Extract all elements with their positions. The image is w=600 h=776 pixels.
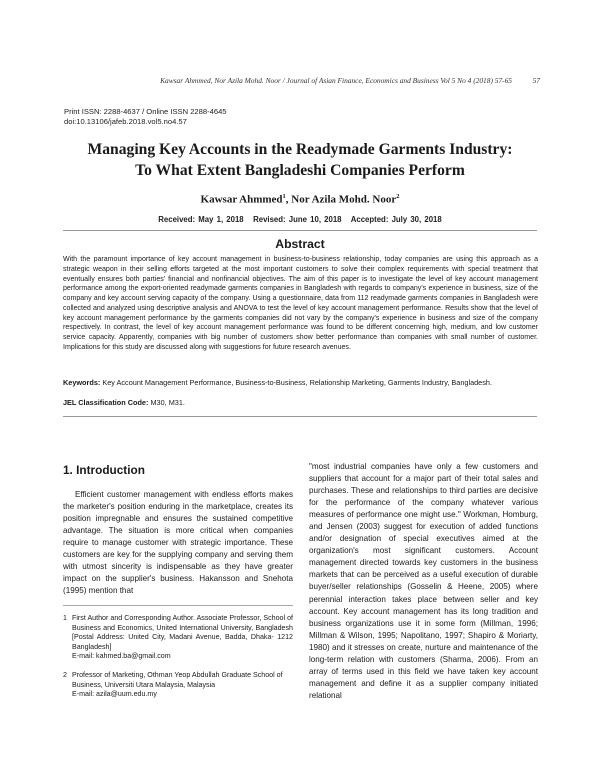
intro-paragraph-right: "most industrial companies have only a few customers and suppliers that account for a major part of their total sales and purchases. These and relationships to third parties are decisive for the performance of the company whatever various measures of performance one might use." Workman, Homburg, and Jensen (2003) suggest for execution of added functions and/or designation of special executives aimed at the organization's most significant customers. Account management directed towards key customers in the business markets that can be perceived as a useful execution of durable buyer/seller relationships (Gosselin & Heene, 2005) where perennial interaction takes place between seller and key account. Key account management has its long tradition and business organizations use it in some form (Millman, 1996; Millman & Wilson, 1995; Napolitano, 1997; Shapiro & Moriarty, 1980) and it stresses on create, nurture and maintenance of the long-term relation with customers (Sharma, 2006). From an array of terms used in this field we have taken key account management and define it as a supplier company initiated relational [309, 462, 538, 700]
jel-text: M30, M31. [148, 398, 185, 407]
footnote-number: 2 [63, 671, 67, 679]
title-line-1: Managing Key Accounts in the Readymade Garments Industry: [87, 141, 513, 158]
footnote-number: 1 [63, 614, 67, 622]
page-number: 57 [532, 76, 540, 85]
footnote-text: First Author and Corresponding Author. Associate Professor, School of Business and Economics, United International University, Bangladesh [Postal Address: United City, Madani Avenue, Badda, Dhaka- 1212 Bangladesh] [72, 614, 293, 651]
author-list [60, 193, 540, 206]
keywords-text: Key Account Management Performance, Business-to-Business, Relationship Marketing, Garments Industry, Bangladesh. [100, 378, 492, 387]
keywords-label: Keywords: [63, 378, 101, 387]
footnote-1 [63, 614, 293, 662]
section-heading: 1. Introduction [63, 463, 145, 477]
running-head [60, 76, 540, 85]
author-affiliation-mark: 2 [396, 193, 400, 200]
author-affiliation-mark: 1 [282, 193, 286, 200]
author-separator: , [285, 193, 292, 206]
divider [63, 416, 537, 417]
footnote-text: Professor of Marketing, Othman Yeop Abdullah Graduate School of Business, Universiti Utara Malaysia, Malaysia [72, 671, 283, 689]
abstract-heading: Abstract [275, 237, 325, 251]
author-name: Nor Azila Mohd. Noor [291, 193, 397, 206]
divider [63, 230, 537, 231]
jel-label: JEL Classification Code: [63, 398, 149, 407]
paper-title [60, 139, 540, 181]
intro-paragraph-left: Efficient customer management with endless efforts makes the marketer's position enduring in the marketplace, creates its position impregnable and ensures the sustained competitive advantage. The situation is more critical when companies require to manage customer with strategic importance. These customers are key for the supplying company and serving them with utmost sincerity is indispensable as they have greater impact on the supplier's business. Hakansson and Snehota (1995) mention that [63, 490, 293, 596]
running-head-text: Kawsar Ahmmed, Nor Azila Mohd. Noor / Journal of Asian Finance, Economics and Business Vol 5 No 4 (2018) 57-65 [160, 76, 512, 85]
keywords-line [63, 378, 538, 388]
title-line-2: To What Extent Bangladeshi Companies Perform [135, 162, 465, 179]
issn-line: Print ISSN: 2288-4637 / Online ISSN 2288-4645 [64, 107, 227, 116]
left-column [63, 489, 293, 597]
received-dates: Received: May 1, 2018 Revised: June 10, 2018 Accepted: July 30, 2018 [158, 215, 442, 224]
jel-line [63, 398, 538, 408]
author-name: Kawsar Ahmmed [200, 193, 283, 206]
footnote-email: E-mail: kahmed.ba@gmail.com [72, 652, 171, 661]
abstract-body: With the paramount importance of key account management in business-to-business relationship, today companies are using this approach as a strategic weapon in their selling efforts targeted at the most important customers to solve their complex requirements with special treatment that eventually ensures both parties' financial and nonfinancial objectives. The aim of this paper is to investigate the level of key account management performance among the export-oriented readymade garments companies in Bangladesh with regards to company's experience in business, size of the company and key account serving capacity of the company. Using a questionnaire, data from 112 readymade garments companies in Bangladesh were collected and analyzed using descriptive analysis and ANOVA to test the level of key account management performance. Results show that the level of key account management performance by the garments companies did not vary by the company's experience in business and size of the company respectively. In contrast, the level of key account management performance was found to be different concerning high, medium, and low customer service capacity. Apparently, companies with big number of customers show better performance than companies with small number of customer. Implications for this study are discussed along with suggestions for future research avenues. [63, 256, 538, 351]
footnote-email: E-mail: azila@uum.edu.my [72, 690, 157, 699]
footnote-2 [63, 671, 293, 700]
doi-line: doi:10.13106/jafeb.2018.vol5.no4.57 [64, 117, 187, 126]
right-column [309, 461, 538, 702]
footnote-divider [63, 605, 293, 606]
